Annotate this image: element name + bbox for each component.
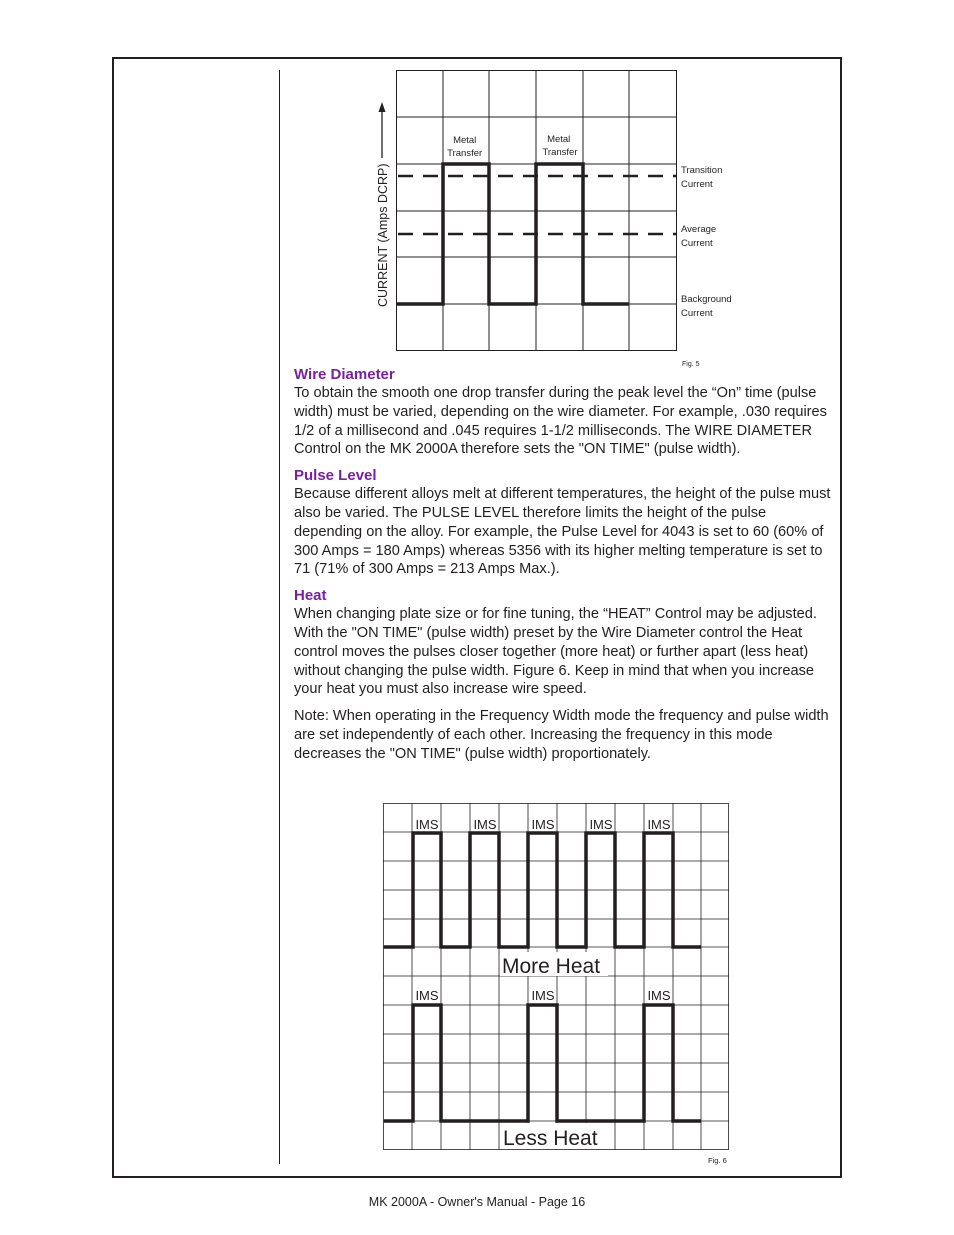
- transition-current-line2: Current: [681, 179, 713, 190]
- heat-heading: Heat: [294, 587, 327, 605]
- more-heat-label: More Heat: [502, 955, 601, 978]
- ims-label: IMS: [589, 817, 613, 832]
- section-wire-diameter: [294, 366, 834, 459]
- main-text: [294, 366, 834, 772]
- background-current-line2: Current: [681, 308, 713, 319]
- note-body: Note: When operating in the Frequency Width mode the frequency and pulse width are set independently of each other. Increasing the frequency in this mode decreases the "ON TIME" (pulse width) proportionately.: [294, 708, 829, 762]
- y-axis-label: CURRENT (Amps DCRP): [376, 163, 390, 307]
- wire-diameter-body: To obtain the smooth one drop transfer during the peak level the “On” time (pulse width) must be varied, depending on the wire diameter. For example, .030 requires 1/2 of a millisecond and .045 requires 1-1/2 milliseconds. The WIRE DIAMETER Control on the MK 2000A therefore sets the "ON TIME" (pulse width).: [294, 385, 827, 458]
- fig5-caption: Fig. 5: [682, 361, 700, 368]
- metal-transfer-1-line1: Metal: [453, 135, 477, 146]
- less-heat-label: Less Heat: [503, 1127, 598, 1150]
- background-current-line1: Background: [681, 294, 732, 305]
- metal-transfer-2-line1: Metal: [547, 134, 571, 145]
- metal-transfer-2-line2: Transfer: [542, 147, 578, 158]
- pulse-level-body: Because different alloys melt at different temperatures, the height of the pulse must also be varied. The PULSE LEVEL therefore limits the height of the pulse depending on the alloy. For example, the Pulse Level for 4043 is set to 60 (60% of 300 Amps = 180 Amps) whereas 5356 with its higher melting temperature is set to 71 (71% of 300 Amps = 213 Amps Max.).: [294, 486, 831, 578]
- section-heat: [294, 587, 834, 699]
- up-arrow-icon: [379, 102, 386, 112]
- heat-body: When changing plate size or for fine tuning, the “HEAT” Control may be adjusted. With the "ON TIME" (pulse width) preset by the Wire Diameter control the Heat control moves the pulses closer together (more heat) or further apart (less heat) without changing the pulse width. Figure 6. Keep in mind that when you increase your heat you must also increase wire speed.: [294, 606, 817, 698]
- fig6-caption: Fig. 6: [708, 1156, 727, 1165]
- transition-current-line1: Transition: [681, 165, 723, 176]
- ims-label: IMS: [415, 988, 439, 1003]
- figure-6: [380, 800, 740, 1170]
- ims-label: IMS: [473, 817, 497, 832]
- wire-diameter-heading: Wire Diameter: [294, 366, 395, 383]
- margin-rule: [279, 70, 280, 1164]
- ims-label: IMS: [531, 817, 555, 832]
- svg-text:Transition Current Ave: [681, 165, 734, 319]
- pulse-level-heading: Pulse Level: [294, 467, 377, 485]
- section-pulse-level: [294, 467, 834, 579]
- ims-label: IMS: [647, 988, 671, 1003]
- average-current-line2: Current: [681, 238, 713, 249]
- figure-5: [370, 68, 750, 373]
- ims-label: IMS: [647, 817, 671, 832]
- svg-text:Metal Transfer Metal: [447, 134, 577, 159]
- section-note: [294, 707, 834, 763]
- average-current-line1: Average: [681, 224, 717, 235]
- ims-label: IMS: [531, 988, 555, 1003]
- page-footer: MK 2000A - Owner's Manual - Page 16: [368, 1195, 586, 1209]
- ims-label: IMS: [415, 817, 439, 832]
- metal-transfer-1-line2: Transfer: [447, 148, 483, 159]
